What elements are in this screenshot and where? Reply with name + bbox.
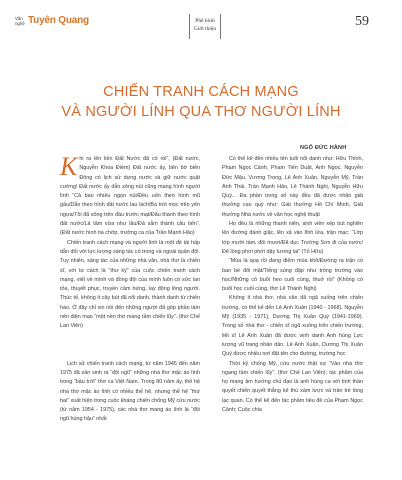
paragraph: Thời kỳ chống Mỹ, cứu nước thật sự “Vào nhà thơ ngang tầm chiến lũy”. (thơ Chế Lan Viên); tác phẩm của họ mang âm hưởng chủ đạo là anh hùng ca với tinh thần quyết chiến quyết thắng kẻ thù xâm lược và tràn trề lòng lạc quan. Có thể kể đến tác phẩm tiêu đề của Phạm Ngọc Cảnh; Cuộc chia [222,360,363,414]
paragraph: Họ đều là những thanh niên, sinh viên xếp bút nghiên lên đường đánh giặc, lên xã vào lĩnh lửa, trận mạc: “Lớp lớp mười tám, đôi mươi/Đã dục Trường Sơn đi của nước/Để lòng phơi phới dậy tương lai” (Tố Hữu) [222,221,363,255]
logo-small-text: Văn nghệ [15,16,25,26]
paragraph: “Mùa lá quạ rồi đang điểm mùa khô/Đường ra trận có ban bè đổi mặt/Tiếng súng đập như trống trường vào học/Những cô buổi heo cuối cùng, thuở rồi” (Không có buổi học cuối cùng, thơ Lê Thành Nghị) [222,258,363,293]
paragraph: Chiến tranh cách mạng và người lính là một đề tài hấp dẫn đối với lực lượng sáng tác có trong và ngoài quân đội. Tuy nhiên, sáng tác của những nhà văn, nhà thơ là chiến sĩ, với tư cách là “thư ký” của cuộc chiến tranh cách mạng, viết về mình và đồng đội của mình luôn có sức lan tỏa, thuyết phục, truyền cảm hứng, lay động lòng người. Thúc tế, không ít cây bút đã nổi danh, thành danh từ chiến hào. Ở đây chỉ xin nói đến những người đã góp phần làm nên diện mạo “một nền thơ mang tầm chiến lũy”. (thơ Chế Lan Viên) [60,239,200,330]
paragraph-text: hi ra lên liền Đất Nước đã có rồi”, (Đất nước, Nguyễn Khoa Điềm) Đất nước ấy, bên bờ biển Đông có lịch sử dựng nước và giữ nước quật cường! Đất nước ấy dẫn sông núi cũng mang hình người lính “Cả bao nhiêu ngọn núi/Đều uốn theo hình mũ gấu/Dẫn theo hình đất nước lau lách/Ba trời mọc trên yên ngựa/Tôi đã sống trên đầu trước mạt/Đâu thành theo hình đất nước/Là tâm vừa như lâu/Đá sẫm thành câu tiến”. (Đất nước hình tia chớp, trường ca của Trần Mạnh Hảo) [60,156,200,237]
article-column-left [60,152,200,425]
section-label-line1: Phê bình [195,18,215,24]
article-title-line1: CHIẾN TRANH CÁCH MẠNG [103,84,299,100]
page-number: 59 [355,14,369,29]
page-header [0,0,402,48]
article-column-right [222,155,363,415]
paragraph: Lịch sử chiến tranh cách mạng, từ năm 1945 đến năm 1975 đã sản sinh ra “đội ngũ” những nhà thơ mặc áo lính trong “bầu trời” thơ ca Việt Nam. Trong 80 năm ấy, thế hệ nhà thơ mặc áo lính có nhiều thế hệ, nhưng thế hệ “thứ hai” xuất hiện trong cuộc kháng chiến chống Mỹ cứu nước (từ năm 1954 - 1975), các nhà thơ mang áo lính là “đội ngũ hùng hậu” nhất [60,360,200,423]
logo-main-text: Tuyên Quang [28,15,89,26]
section-label [189,14,221,39]
paragraph: Không ít nhà thơ, nhà văn đã ngã xuống trên chiến trường, có thể kể đến Lê Anh Xuân (1940 - 1968), Nguyễn Mỹ (1935 - 1971), Dương Thị Xuân Quý (1941-1969). Trong số nhà thơ - chiến sĩ ngã xuống trên chiến trường, liệt sĩ Lê Anh Xuân đã được vinh danh Anh hùng Lực lượng vũ trang nhân dân. Lê Anh Xuân, Dương Thị Xuân Quý được nhiều nơi đặt tên cho đường, trường học [222,295,363,358]
paragraph [60,152,200,239]
article-title-line2: VÀ NGƯỜI LÍNH QUA THƠ NGƯỜI LÍNH [61,104,341,120]
magazine-logo [15,15,89,26]
drop-cap: K [60,152,78,181]
section-label-line2: Giới thiệu [193,26,217,32]
article-author: NGÔ ĐỨC HÀNH [300,145,347,151]
paragraph: Có thể kể đến nhiều tên tuổi nổi danh như: Hữu Thỉnh, Phạm Ngọc Cảnh, Phạm Tiến Duật, Anh Ngọc, Nguyễn Đức Mậu, Vương Trọng, Lê Anh Xuân, Nguyễn Mỹ, Trần Anh Thái, Trần Mạnh Hảo, Lê Thành Nghị, Nguyễn Hữu Quý... Đa phần trong số này đều đã được nhận giải thưởng cao quý như: Giải thưởng Hồ Chí Minh, Giải thưởng Nhà nước về văn học nghệ thuật [222,156,363,218]
